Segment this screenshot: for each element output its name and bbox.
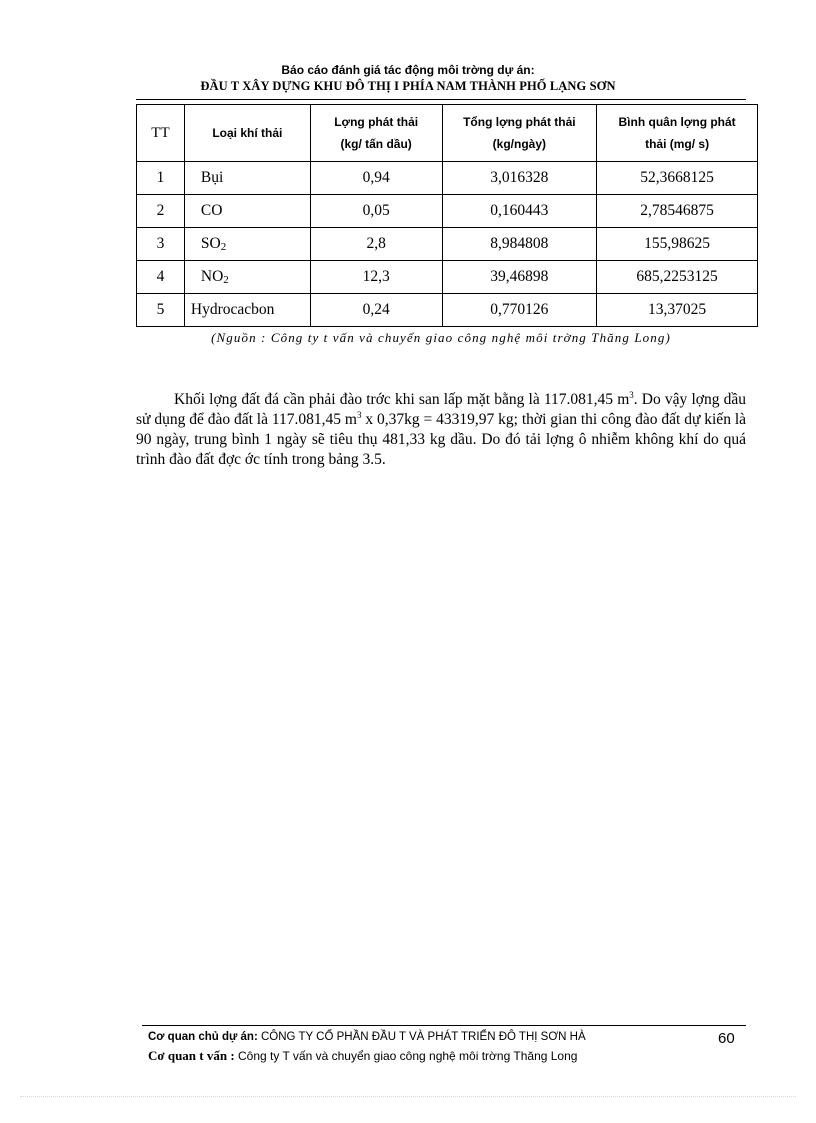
- cell-average: 685,2253125: [597, 261, 758, 294]
- table-row: [137, 261, 758, 294]
- emission-table: [136, 104, 758, 327]
- cell-tt: 2: [137, 195, 185, 228]
- paragraph-text-2: . Do vậy lợng dầu sử dụng để đào đất là 117.081,45 m: [136, 390, 746, 428]
- header-emission-rate: [310, 105, 442, 162]
- footer-owner: [148, 1031, 586, 1043]
- table-row: [137, 228, 758, 261]
- gas-formula-base: SO: [200, 235, 221, 252]
- header-emission-rate-line1: Lợng phát thải: [334, 115, 419, 129]
- header-tt: TT: [137, 105, 185, 162]
- cell-total: 8,984808: [442, 228, 597, 261]
- footer-consultant-value: Công ty T vấn và chuyển giao công nghệ môi trờng Thăng Long: [234, 1049, 578, 1063]
- cell-total: 0,160443: [442, 195, 597, 228]
- report-title: Báo cáo đánh giá tác động môi trờng dự án:: [281, 63, 535, 77]
- header-average-emission-line2: thải (mg/ s): [645, 137, 710, 151]
- cell-gas-name: [184, 228, 310, 261]
- project-title: ĐẦU T XÂY DỰNG KHU ĐÔ THỊ I PHÍA NAM THÀNH PHỐ LẠNG SƠN: [200, 79, 616, 93]
- cell-gas-name: [184, 261, 310, 294]
- cell-rate: 0,05: [310, 195, 442, 228]
- cell-average: 2,78546875: [597, 195, 758, 228]
- header-average-emission: [597, 105, 758, 162]
- header-total-emission-line1: Tổng lợng phát thải: [463, 115, 576, 129]
- cell-gas-name: Hydrocacbon: [184, 294, 310, 327]
- cell-total: 0,770126: [442, 294, 597, 327]
- paragraph-superscript-1: 3: [629, 389, 634, 400]
- gas-formula-base: NO: [200, 268, 224, 285]
- table-row: [137, 162, 758, 195]
- cell-tt: 1: [137, 162, 185, 195]
- paragraph-superscript-2: 3: [357, 409, 362, 420]
- cell-average: 13,37025: [597, 294, 758, 327]
- paragraph-text-1: Khối lợng đất đá cần phải đào trớc khi san lấp mặt bằng là 117.081,45 m: [174, 390, 630, 408]
- page-bottom-dotted-rule: [20, 1096, 796, 1097]
- footer-owner-label: Cơ quan chủ dự án:: [148, 1031, 258, 1043]
- cell-rate: 0,94: [310, 162, 442, 195]
- cell-total: 39,46898: [442, 261, 597, 294]
- table-header-row: [137, 105, 758, 162]
- cell-tt: 3: [137, 228, 185, 261]
- footer-divider: [142, 1025, 746, 1026]
- page-number: 60: [718, 1030, 735, 1047]
- header-average-emission-line1: Bình quân lợng phát: [618, 115, 736, 129]
- header-emission-rate-line2: (kg/ tấn dầu): [340, 137, 412, 151]
- cell-tt: 5: [137, 294, 185, 327]
- body-paragraph: [136, 390, 746, 470]
- header-total-emission-line2: (kg/ngày): [492, 137, 547, 151]
- header-gas-type: Loại khí thải: [184, 105, 310, 162]
- cell-rate: 2,8: [310, 228, 442, 261]
- cell-tt: 4: [137, 261, 185, 294]
- cell-rate: 0,24: [310, 294, 442, 327]
- table-source-note: (Nguồn : Công ty t vấn và chuyển giao công nghệ môi trờng Thăng Long): [211, 330, 671, 345]
- gas-formula-subscript: 2: [223, 274, 229, 286]
- footer-consultant: [148, 1048, 577, 1064]
- header-total-emission: [442, 105, 597, 162]
- cell-total: 3,016328: [442, 162, 597, 195]
- cell-rate: 12,3: [310, 261, 442, 294]
- cell-gas-name: CO: [184, 195, 310, 228]
- table-row: [137, 294, 758, 327]
- cell-average: 155,98625: [597, 228, 758, 261]
- table-row: [137, 195, 758, 228]
- cell-gas-name: Bụi: [184, 162, 310, 195]
- header-divider: [136, 99, 746, 100]
- gas-formula-subscript: 2: [220, 241, 227, 253]
- footer-owner-value: CÔNG TY CỔ PHẦN ĐẦU T VÀ PHÁT TRIỂN ĐÔ THỊ SƠN HÀ: [257, 1031, 586, 1043]
- paragraph-text-3: x 0,37kg = 43319,97 kg; thời gian thi công đào đất dự kiến là 90 ngày, trung bình 1 ngày sẽ tiêu thụ 481,33 kg dầu. Do đó tải lợng ô nhiễm không khí do quá trình đào đất đợc ớc tính trong bảng 3.5.: [136, 410, 747, 468]
- cell-average: 52,3668125: [597, 162, 758, 195]
- footer-consultant-label: Cơ quan t vấn :: [148, 1048, 235, 1063]
